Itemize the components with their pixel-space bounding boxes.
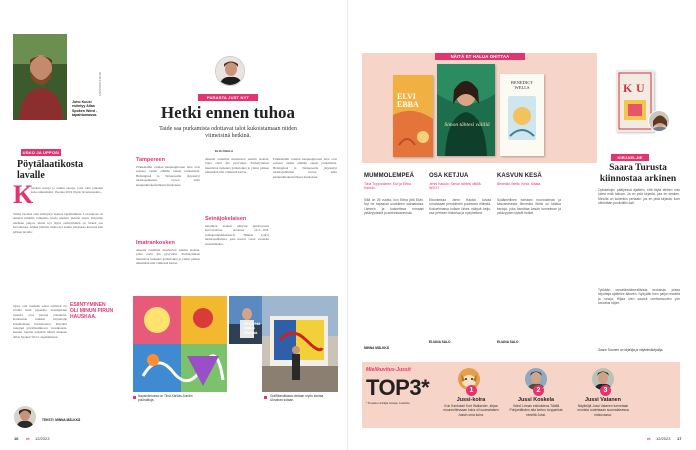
- column-pullquote: ESIINTYMINEN OLI MINUN PIRUN HAUSKAA.: [70, 302, 114, 320]
- art-photo-painter: [229, 296, 264, 344]
- col-body-2: Ebookeissa Jenni Haukio kuvaa runoissaan presidentin puolisona elämää. Kokoelmassa kulkee lähes näkyvä ketju, osa perheen historiaa ja nykyhetkeä.: [429, 198, 491, 216]
- book-1-title: ELVI EBBA: [397, 92, 419, 109]
- right-page-number: 17: [677, 436, 682, 441]
- book-2-title: Simon tähtesi välillä: [444, 122, 490, 128]
- caption-bullet-1: [133, 396, 136, 399]
- article-kicker: PARASTA JUST NYT: [198, 94, 258, 101]
- art-photo-colorful: [133, 296, 227, 392]
- caption-bullet-3: [264, 396, 267, 399]
- caption-1: Napsinlimossa on Tiina Kärkäs-Sundin puuhailtuja.: [138, 394, 193, 403]
- col-body-3: Sydämellinen romaani nuoruudesta ja kasvamisesta. Benedict Wells on taitava kertoja, joka tavoittaa kesän tunnelman ja ystävyyden kipeät hetket.: [497, 198, 561, 216]
- author-avatar-article: [215, 56, 245, 86]
- column-kicker: USKO JA UPPOSI: [22, 150, 60, 155]
- sidebar-body: Opiskelujen päätyessä ajattelin, että täytä lähtien voin lukea mitä haluan. Ja on pidä kirjasta, jota en kesken. Minulla on kuitenkin periaate: jos en pidä kirjasta, luen vähintään puoliväliin asti.: [598, 188, 680, 206]
- article-p3: taiteilijan teokset näkyvät purettavassa kerrostalossa. Avoinna 14.3.–10.8. semagotaipehkoinen.fi. Hiukan syntyi taidetapahtumaa, joka kasvoi vuosi vuodelta suuremmaksi.: [205, 224, 269, 246]
- right-issue: 12/2023: [656, 436, 671, 441]
- col-author-2: ELIANA SALO: [429, 340, 451, 344]
- col-sub-1: Tiina Tuppurainen: Elvi ja Ebba. Karisto.: [364, 182, 412, 191]
- article-p2-lead: Imatrankosken: [136, 240, 175, 246]
- top3-number-1: 1: [466, 385, 477, 396]
- caption-2: JP Köyhkä maalaa Pinnissä.: [244, 322, 261, 335]
- column-intro: irjoitan runoja ja laulun sanoja, joita olen jatkanut koko aikuisikäni. Vuonna 2019 löysin lavarunouden...: [31, 186, 103, 195]
- left-issue: 12/2023: [35, 436, 50, 441]
- author-avatar: [14, 406, 36, 428]
- article-byline: ELIA ÖHALA: [215, 149, 234, 153]
- top3-label: Mielikuvitus-Jussit: [366, 367, 411, 373]
- top3-name-2: Jussi Koskela: [518, 397, 554, 403]
- top3-name-3: Jussi Vatanen: [585, 397, 621, 403]
- book-cover-elvi-ebba: [393, 75, 433, 157]
- col-head-2: OSA KETJUA: [429, 173, 469, 179]
- photo-caption: Juho Kuusi esiintyy Allas Spoken Word -tapahtumassa.: [72, 100, 98, 117]
- right-magazine-logo: et: [647, 436, 651, 441]
- article-title: Hetki ennen tuhoa: [160, 103, 296, 122]
- col-sub-2: Jenni Haukio: Simon tähtesi välillä. WSOY.: [429, 182, 482, 191]
- top3-desc-3: Näyttelijä Jussi Vatanen tunnetaan monista rooleistaan suomalaisessa elokuvassa.: [577, 404, 629, 417]
- article-lede: Taide saa purkamista odottavat talot kukoistamaan niiden viimeisinä hetkinä.: [159, 126, 297, 139]
- books-kicker: NÄITÄ ET HALUA OHITTAA: [435, 53, 525, 60]
- top3-number-2: 2: [533, 385, 544, 396]
- top3-name-1: Jussi-koira: [456, 397, 486, 403]
- col-head-3: KASVUN KESÄ: [497, 173, 542, 179]
- left-magazine-logo: et: [26, 436, 30, 441]
- top3-desc-1: Kun Kantokari Kurt Wallander -kirjaa muunnellessaan koira oli suomalaisen Jussin oma koira.: [443, 404, 499, 417]
- top3-note: * Punaisia nimitäjiä Jusseja, Jussiloita: [366, 402, 410, 405]
- svg-text:U: U: [636, 81, 645, 95]
- col-author-1: MINNA MÄLKKÄ: [364, 346, 390, 350]
- saara-turunen-avatar: [648, 110, 670, 132]
- sidebar-body-2: Tykkään omaelämäkerrallisista teoksista, joissa kirjoittaja ajattelee ääneen. Nykyään luen paljon esseitä ja runoja. Hiljaa olen saanut unettomuuden yön seuraksi kirjan.: [598, 288, 680, 306]
- left-page-number: 16: [14, 436, 19, 441]
- column-body-2: Opin, että ruudulla sanat toimivat eri tavalla kuin paperilla. Kuulijoiden reaktiot ovat parasta palautetta. Kannustan kaikkia kirjoittajia kokeilemaan lavarunoutta. Kirjoitin runojani pöytälaatikkoon vuosikausia, kunnes lopulta uskalsin lähteä mukaan Allas Spoken Word -tapahtumaan.: [13, 304, 67, 339]
- column-body: Viime vuosina olen esiintynyt useissa tapahtumissa. Lavarunous on antanut minulle rohkeutta tuoda tekstini yleisön eteen. Kirjoitan edelleen paljon, mutta nyt myös esiintyminen on tärkeä osa luovuuttani. Aluksi jännitti, mutta nyt nautin jokaisesta kerrasta kun pääsen lavalle.: [13, 212, 103, 234]
- column-signoff: TEKSTI: MINNA MÄLKKÄ: [42, 418, 81, 422]
- top3-desc-2: Väinö Linnan esikoisteos Täällä Pohjantähden alla kertoo torpparista nimeltä Jussi.: [509, 404, 563, 417]
- article-p2: alueella taiteilijat maalasivat seiniin teoksia, jotka eivät jää pysyviksi. Purkutyömaat muuttuvat hetkeksi gallerioiksi ja yleisö pääsee näkemään tilat viimeistä kertaa.: [136, 248, 200, 266]
- page-gutter: [347, 0, 349, 450]
- sidebar-kicker: KIRJAELJIE: [611, 154, 649, 161]
- sidebar-author: Saara Turunen on kirjailija ja näytelmäkirjailija.: [598, 348, 664, 352]
- col-author-3: ELIANA SALO: [497, 340, 519, 344]
- article-p1: Pirkkahallin vanhan kaupunginosan talot ovat saaneet uuden elämän ennen purkamista. Helsingissä ja Tampereella järjestetyt taidetapahtumat tuovat esiin kaupunkirakentamisen muutokset.: [136, 165, 200, 187]
- book-cover-simon: [437, 64, 495, 156]
- top3-title: TOP3*: [366, 375, 430, 400]
- column-dropcap: K: [13, 180, 34, 209]
- svg-text:K: K: [623, 81, 633, 95]
- article-col3: Pirkkahallin vanhan kaupunginosan talot ovat saaneet uuden elämän ennen purkamista. Helsingissä ja Tampereella järjestetyt taidetapahtumat tuovat esiin kaupunkirakentamisen muutokset.: [273, 157, 337, 179]
- top3-number-3: 3: [600, 385, 611, 396]
- article-p1-lead: Tampereen: [136, 157, 165, 163]
- col-head-1: MUMMOLEMPEÄ: [364, 173, 415, 179]
- article-p3-lead: Seinäjokelaisen: [205, 216, 247, 222]
- col-sub-3: Benedict Wells: Kesä. Siltala.: [497, 182, 542, 186]
- book-3-author: BENEDICT WELLS: [510, 80, 534, 90]
- photo-credit: PETRI KUOKKANEN: [98, 72, 101, 96]
- juho-kuusi-photo: [13, 34, 67, 120]
- article-col2-a: alueella taiteilijat maalasivat seiniin teoksia, jotka eivät jää pysyviksi. Purkutyömaat muuttuvat hetkeksi gallerioiksi ja yleisö pääsee näkemään tilat viimeistä kertaa.: [205, 157, 269, 175]
- art-photo-graffiti: [262, 296, 338, 392]
- sidebar-title: Saara Turusta kiinnostaa arkinen: [599, 163, 677, 184]
- col-body-1: Sillä on 25 vuotta, kun Ebba jätti Elvin. Nyt he tapaavat uudelleen sairaalassa. Lämmin ja koskettava romaani ystävyydestä ja anteeksiannosta.: [364, 198, 424, 216]
- caption-3: Graffitiandilassa otetaan myös kantaa Ukrainan sotaan.: [270, 394, 324, 403]
- column-title: Pöytälaatikosta lavalle: [17, 159, 84, 181]
